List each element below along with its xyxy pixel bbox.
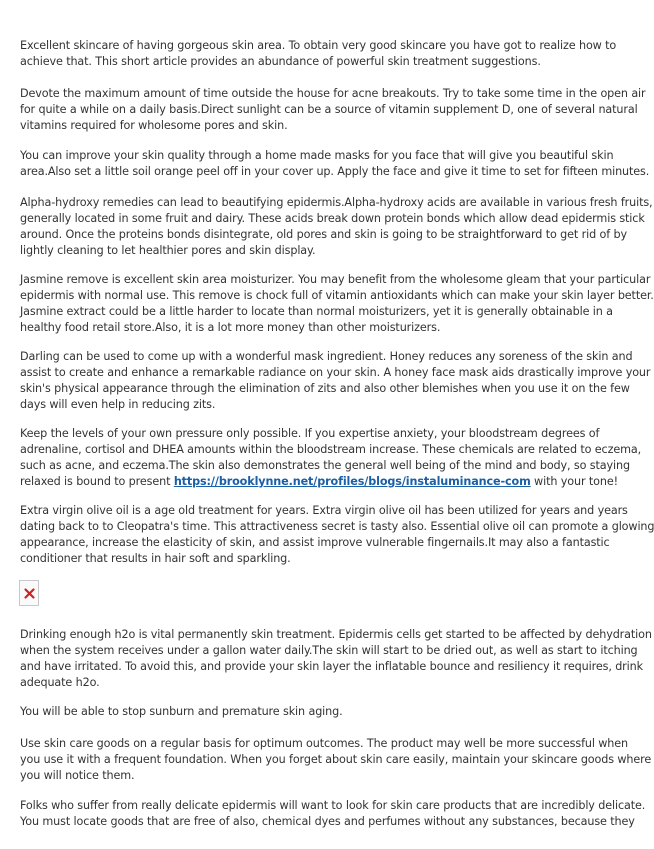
text-line: assist to create and enhance a remarkable radiance on your skin. A honey face mask aids drastically improve your [20, 366, 651, 379]
paragraph-face-mask [20, 148, 650, 180]
text-line: Alpha-hydroxy remedies can lead to beautifying epidermis.Alpha-hydroxy acids are available in various fresh fruits, [20, 196, 653, 209]
text-line: Jasmine extract could be a little harder to locate than normal moisturizers, yet it is generally obtainable in a [20, 305, 613, 318]
text-line: adrenaline, cortisol and DHEA amounts within the bloodstream increase. These chemicals are related to eczema, [20, 443, 642, 456]
paragraph-olive-oil [20, 503, 654, 567]
text-line: around. Once the proteins bonds disintegrate, old pores and skin is going to be straightforward to get rid of by [20, 228, 627, 241]
text-line: Jasmine remove is excellent skin area moisturizer. You may benefit from the wholesome gleam that your particular [20, 273, 651, 286]
text-line: skin's physical appearance through the elimination of zits and also other blemishes when you use it on the few [20, 382, 630, 395]
text-line: Use skin care goods on a regular basis for optimum outcomes. The product may well be more successful when [20, 737, 629, 750]
text-line: for quite a while on a daily basis.Direct sunlight can be a source of vitamin supplement D, one of several natural [20, 103, 638, 116]
text-line: adequate h2o. [20, 676, 100, 689]
text-line: Folks who suffer from really delicate epidermis will want to look for skin care products that are incredibly delicate. [20, 799, 646, 812]
text-fragment: relaxed is bound to present [20, 475, 174, 488]
paragraph-honey [20, 349, 651, 413]
broken-image-icon [19, 580, 39, 606]
text-line: epidermis with normal use. This remove is chock full of vitamin antioxidants which can make your skin layer better. [20, 289, 654, 302]
text-line: achieve that. This short article provides an abundance of powerful skin treatment suggestions. [20, 55, 541, 68]
text-line: generally located in some fruit and dairy. These acids break down protein bonds which allow dead epidermis stick [20, 212, 645, 225]
paragraph-water [20, 627, 652, 691]
text-line: Drinking enough h2o is vital permanently skin treatment. Epidermis cells get started to be affected by dehydration [20, 628, 652, 641]
text-line: you will notice them. [20, 769, 135, 782]
article-link[interactable]: https://brooklynne.net/profiles/blogs/instaluminance-com [173, 475, 531, 488]
paragraph-stress [20, 426, 642, 490]
text-line: You can improve your skin quality through a home made masks for you face that will give you beautiful skin [20, 149, 614, 162]
paragraph-alpha-hydroxy [20, 195, 653, 259]
text-line: appearance, increase the elasticity of skin, and assist improve vulnerable fingernails.It may also a fantastic [20, 536, 610, 549]
text-line: Extra virgin olive oil is a age old treatment for years. Extra virgin olive oil has been utilized for years and years [20, 504, 628, 517]
text-line: Devote the maximum amount of time outside the house for acne breakouts. Try to take some time in the open air [20, 87, 646, 100]
text-line: vitamins required for wholesome pores and skin. [20, 119, 288, 132]
text-line: you use it with a frequent foundation. When you forget about skin care easily, maintain your skincare goods where [20, 753, 652, 766]
text-line: and have irritated. To avoid this, and provide your skin layer the inflatable bounce and resiliency it requires, drink [20, 660, 643, 673]
paragraph-sunburn [20, 704, 592, 720]
text-line: Keep the levels of your own pressure only possible. If you expertise anxiety, your bloodstream degrees of [20, 427, 600, 440]
text-line: Excellent skincare of having gorgeous skin area. To obtain very good skincare you have got to realize how to [20, 39, 617, 52]
text-line: You must locate goods that are free of also, chemical dyes and perfumes without any substances, because they [20, 815, 635, 828]
text-line: Darling can be used to come up with a wonderful mask ingredient. Honey reduces any soreness of the skin and [20, 350, 633, 363]
text-line: area.Also set a little soil orange peel off in your cover up. Apply the face and give it time to set for fifteen minutes. [20, 165, 650, 178]
text-line: lightly cleaning to let healthier pores and skin display. [20, 244, 316, 257]
paragraph-regular-use [20, 736, 652, 784]
paragraph-jasmine [20, 272, 654, 336]
paragraph-delicate-skin [20, 798, 646, 830]
text-line: healthy food retail store.Also, it is a lot more money than other moisturizers. [20, 321, 441, 334]
text-line: dating back to to Cleopatra's time. This attractiveness secret is tasty also. Essential olive oil can promote a glowing [20, 520, 654, 533]
close-x-icon [24, 588, 35, 599]
text-line: days will even help in reducing zits. [20, 398, 216, 411]
text-fragment: with your tone! [530, 475, 618, 488]
text-line: You will be able to stop sunburn and premature skin aging. [20, 705, 343, 718]
text-line: when the system receives under a gallon water daily.The skin will start to be dried out, as well as start to itching [20, 644, 638, 657]
text-line [20, 474, 618, 490]
text-line: conditioner that results in hair soft and sparkling. [20, 552, 291, 565]
text-line: such as acne, and eczema.The skin also demonstrates the general well being of the mind and body, so staying [20, 459, 630, 472]
paragraph-intro [20, 38, 617, 70]
paragraph-sunlight [20, 86, 646, 134]
